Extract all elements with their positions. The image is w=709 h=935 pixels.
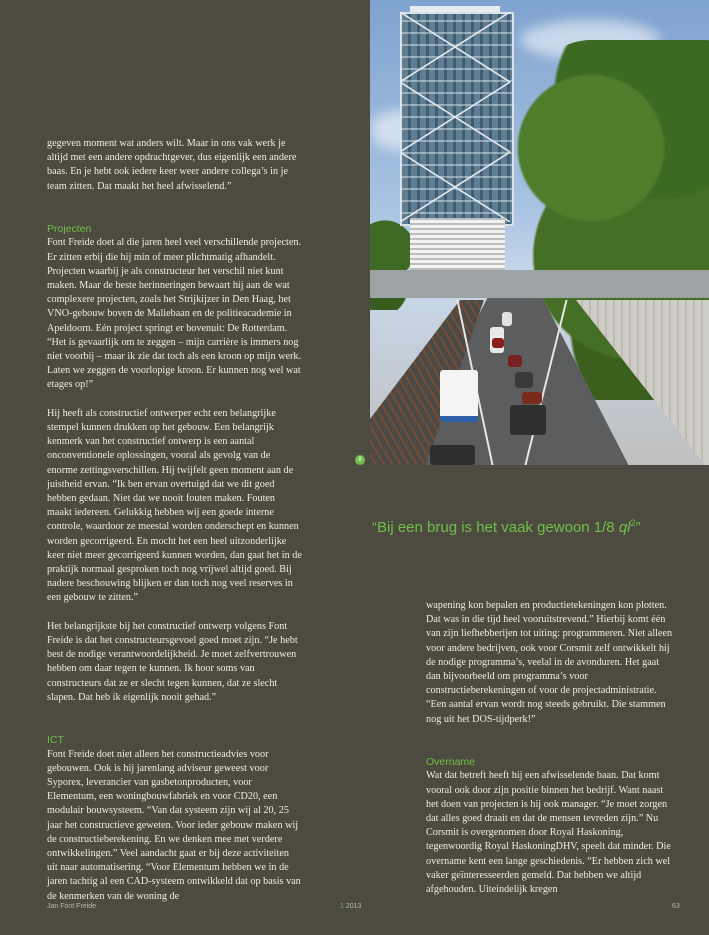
paragraph-stempel: Hij heeft als constructief ontwerper echt een belangrijke stempel kunnen drukken op het gebouw. Een belangrijk kenmerk van het constructief ontwerp is een aantal onconventionele oplossingen, vooral als gevolg van de enorme zettingsverschillen. Hij twijfelt geen moment aan de juistheid ervan. “Ik ben ervan overtuigd dat we dit goed hebben gedaan. Niet dat we nooit fouten maken. Fouten maakt iedereen. Gelukkig hebben wij een goede interne controle, waardoor ze meestal worden onderschept en kunnen worden gecorrigeerd. En mocht het een heel uitzonderlijke keer niet meer gecorrigeerd kunnen worden, dan gaat het in de praktijk normaal gesproken toch nog vrijwel altijd goed. Bij nadere beschouwing blijken er dan toch nog veel reserves in een gebouw te zitten.” bbox=[47, 407, 302, 604]
footer-page-number: 63 bbox=[672, 903, 680, 910]
quote-text: “Bij een brug is het vaak gewoon 1/8 bbox=[372, 519, 619, 536]
paragraph-intro: gegeven moment wat anders wilt. Maar in ons vak werk je altijd met een andere opdrachtgever, dus eigenlijk een andere baas. En je hebt ook iedere keer weer andere collega’s in je team zitten. Dat maakt het heel afwisselend.” bbox=[47, 138, 297, 192]
paragraph-wapening: wapening kon bepalen en productietekeningen kon plotten. Dat was in die tijd heel vooruitstrevend.” Hierbij komt één van zijn liefhebberijen tot uiting: programmeren. Niet alleen voor andere bedrijven, ook voor Corsmit zelf ontwikkelt hij de nodige programma’s, veelal in de avonduren. Het gaat dan bijvoorbeeld om programma’s voor constructieberekeningen of voor de projectadministratie. “Een aantal ervan wordt nog steeds gebruikt. Die stammen nog uit het DOS-tijdperk!” bbox=[426, 600, 673, 725]
footer-issue bbox=[340, 903, 361, 910]
right-column bbox=[426, 599, 674, 897]
photo-number-badge: 8 bbox=[355, 455, 365, 465]
quote-formula: ql bbox=[618, 519, 631, 536]
left-column bbox=[47, 137, 302, 904]
paragraph-projecten: Font Freide doet al die jaren heel veel verschillende projecten. Er zitten erbij die hij min of meer plichtmatig afhandelt. Projecten waarbij je als constructeur het verschil niet kunt maken. Maar de beste herinneringen bewaart hij aan de wat complexere projecten, zoals het Strijkijzer in Den Haag, het VNO-gebouw boven de Maliebaan en de politieacademie in Apeldoorn. Eén project springt er bovenuit: De Rotterdam. “Het is gevaarlijk om te zeggen – mijn carrière is immers nog niet voorbij – maar ik zie dat toch als een kroon op mijn werk. Laten we zeggen de voorlopige kroon. Er kunnen nog wel wat etages op!” bbox=[47, 237, 302, 391]
paragraph-overname: Wat dat betreft heeft hij een afwisselende baan. Dat komt vooral ook door zijn positie binnen het bedrijf. Want naast het doen van projecten is hij ook manager. “Je moet zorgen dat alles goed draait en dat de mensen tevreden zijn.” Nu Corsmit is overgenomen door Royal Haskoning, tegenwoordig Royal HaskoningDHV, speelt dat minder. Die overname kent een lange geschiedenis. “Er hebben zich wel vaker geïnteresseerden gemeld. Dat hebben we altijd afgehouden. Uiteindelijk kregen bbox=[426, 770, 671, 896]
footer-issue-year: 2013 bbox=[345, 903, 362, 910]
photo-tunnel-tower bbox=[370, 0, 709, 465]
footer-author: Jan Font Freide bbox=[47, 903, 97, 910]
quote-close: ” bbox=[635, 519, 641, 536]
heading-overname: Overname bbox=[426, 756, 476, 769]
paragraph-ict: Font Freide doet niet alleen het constructieadvies voor gebouwen. Ook is hij jarenlang adviseur geweest voor Syporex, leverancier van gasbetonproducten, voor Elementum, een woningbouwfabriek en voor CD20, een modulair bouwsysteem. “Van dat systeem zijn wij al 20, 25 jaar het constructieve geweten. Voor ieder gebouw maken wij de constructieberekening. En we denken mee met verdere ontwikkelingen.” Veel aandacht gaat er bij deze activiteiten uit naar automatisering. “Voor Elementum hebben we in de jaren tachtig al een CAD-systeem ontwikkeld dat op basis van de kenmerken van de woning de bbox=[47, 748, 301, 902]
pull-quote bbox=[372, 518, 702, 536]
heading-ict: ICT bbox=[47, 734, 64, 747]
footer-issue-number: 1 bbox=[340, 903, 344, 910]
paragraph-belangrijkste: Het belangrijkste bij het constructief ontwerp volgens Font Freide is dat het constructeursgevoel goed moet zijn. “Je hebt best de nodige verantwoordelijkheid. Je moet zelfvertrouwen hebben om daar tegen te kunnen. Ik hoor soms van constructeurs dat ze er slecht tegen kunnen, dat ze slecht slapen. Dat heb ik eigenlijk nooit gehad.” bbox=[47, 620, 298, 703]
quote-exponent: 2 bbox=[630, 518, 636, 528]
heading-projecten: Projecten bbox=[47, 223, 92, 236]
